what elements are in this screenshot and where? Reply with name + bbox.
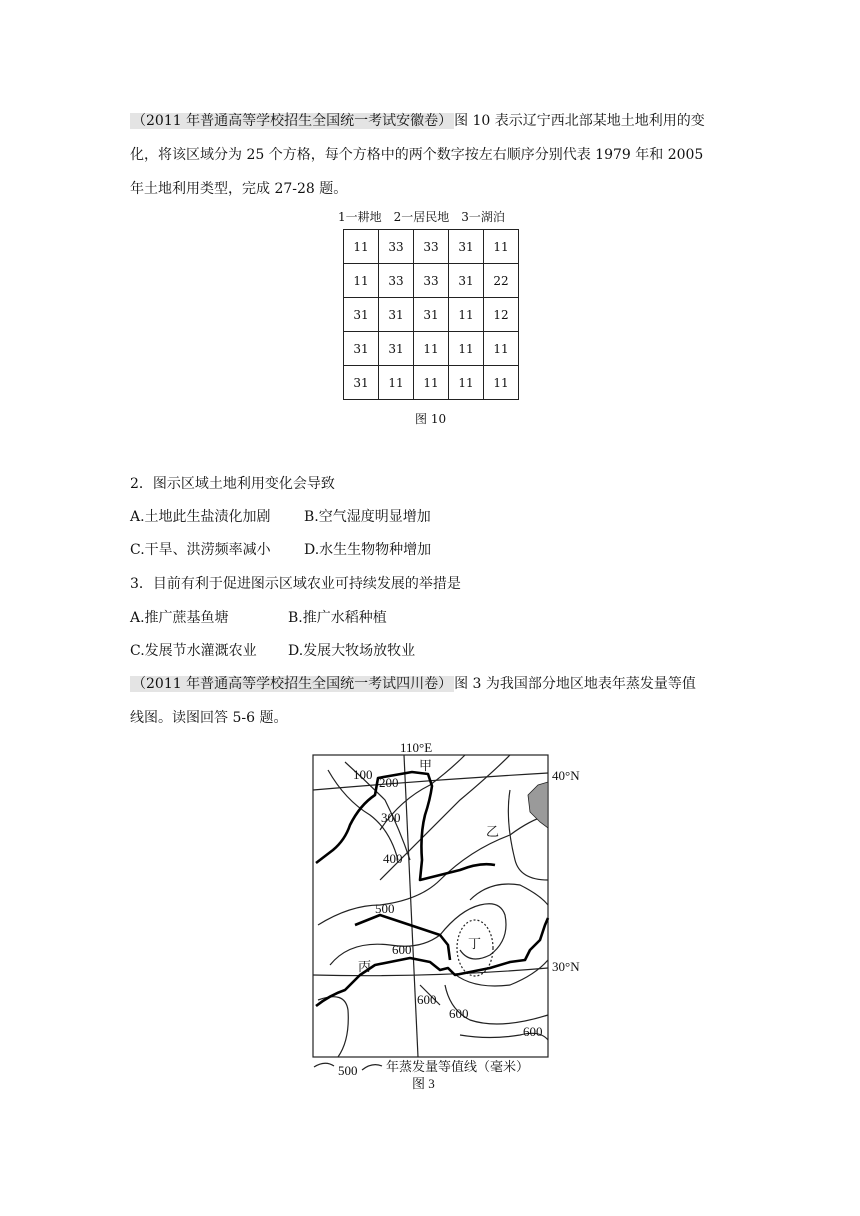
- question-2-option-b: B.空气湿度明显增加: [304, 509, 431, 525]
- intro-text: 图 3 为我国部分地区地表年蒸发量等值: [454, 676, 696, 692]
- grid-cell: 11: [344, 230, 379, 264]
- grid-row: [344, 230, 519, 264]
- place-label-jia: 甲: [419, 758, 433, 773]
- question-intro-line-4: [130, 674, 696, 694]
- grid-cell: 31: [379, 298, 414, 332]
- grid-cell: 11: [344, 264, 379, 298]
- grid-cell: 11: [449, 332, 484, 366]
- grid-cell: 22: [484, 264, 519, 298]
- question-3-option-a: A.推广蔗基鱼塘: [130, 610, 229, 626]
- question-intro-line-1: [130, 111, 705, 131]
- grid-cell: 11: [379, 366, 414, 400]
- legend-isoline-sample-right: [362, 1065, 382, 1070]
- grid-row: [344, 332, 519, 366]
- question-3-option-d: D.发展大牧场放牧业: [288, 643, 416, 659]
- meridian-label: 110°E: [400, 740, 433, 755]
- grid-cell: 11: [484, 332, 519, 366]
- legend-text: 年蒸发量等值线（毫米）: [386, 1059, 530, 1074]
- question-intro-line-2: 化，将该区域分为 25 个方格，每个方格中的两个数字按左右顺序分别代表 1979 年和 2005: [130, 147, 704, 163]
- grid-cell: 31: [344, 298, 379, 332]
- grid-cell: 33: [414, 230, 449, 264]
- legend-isoline-sample-left: [314, 1063, 334, 1067]
- evaporation-isoline-map: [300, 738, 620, 1098]
- isoline: [470, 884, 548, 905]
- question-2-option-a: A.土地此生盐渍化加剧: [130, 509, 271, 525]
- isoline-label: 500: [375, 901, 395, 916]
- grid-cell: 33: [414, 264, 449, 298]
- isoline-label: 600: [523, 1024, 543, 1039]
- question-2-option-c: C.干旱、洪涝频率减小: [130, 542, 271, 558]
- isoline-label: 200: [379, 775, 399, 790]
- legend-value: 500: [338, 1063, 358, 1078]
- grid-row: [344, 366, 519, 400]
- grid-cell: 31: [449, 230, 484, 264]
- grid-cell: 11: [414, 332, 449, 366]
- land-use-grid: [343, 229, 519, 400]
- lat-label-30n: 30°N: [552, 959, 580, 974]
- source-tag: （2011 年普通高等学校招生全国统一考试安徽卷）: [132, 113, 453, 129]
- intro-text: 图 10 表示辽宁西北部某地土地利用的变: [454, 113, 705, 129]
- parallel-30n: [313, 968, 548, 976]
- question-3-option-b: B.推广水稻种植: [288, 610, 387, 626]
- isoline-label: 100: [353, 767, 373, 782]
- question-3-stem: 3．目前有利于促进图示区域农业可持续发展的举措是: [130, 576, 461, 592]
- grid-cell: 11: [449, 366, 484, 400]
- place-label-yi: 乙: [486, 824, 500, 839]
- question-3-option-c: C.发展节水灌溉农业: [130, 643, 257, 659]
- question-intro-line-5: 线图。读图回答 5-6 题。: [130, 710, 288, 726]
- fig10-legend: 1一耕地 2一居民地 3一湖泊: [338, 210, 505, 224]
- isoline-label: 400: [383, 851, 403, 866]
- source-tag: （2011 年普通高等学校招生全国统一考试四川卷）: [132, 676, 453, 692]
- isoline-label: 600: [449, 1006, 469, 1021]
- grid-cell: 33: [379, 264, 414, 298]
- isoline: [318, 815, 548, 925]
- question-2-option-d: D.水生生物物种增加: [304, 542, 432, 558]
- grid-cell: 12: [484, 298, 519, 332]
- grid-cell: 31: [449, 264, 484, 298]
- isoline: [330, 904, 506, 965]
- grid-cell: 11: [484, 230, 519, 264]
- place-label-bing: 丙: [358, 959, 372, 974]
- grid-cell: 11: [484, 366, 519, 400]
- fig10-caption: 图 10: [415, 412, 447, 426]
- isoline-label: 600: [392, 942, 412, 957]
- question-2-stem: 2．图示区域土地利用变化会导致: [130, 476, 335, 492]
- grid-cell: 31: [344, 332, 379, 366]
- question-intro-line-3: 年土地利用类型，完成 27-28 题。: [130, 181, 348, 197]
- grid-row: [344, 264, 519, 298]
- isoline-label: 300: [381, 810, 401, 825]
- place-label-ding: 丁: [468, 936, 482, 951]
- grid-cell: 11: [449, 298, 484, 332]
- isoline: [318, 997, 348, 1057]
- grid-cell: 33: [379, 230, 414, 264]
- isoline-label: 600: [417, 992, 437, 1007]
- grid-cell: 31: [344, 366, 379, 400]
- grid-cell: 31: [414, 298, 449, 332]
- fig3-caption: 图 3: [412, 1076, 435, 1091]
- grid-row: [344, 298, 519, 332]
- grid-cell: 31: [379, 332, 414, 366]
- lat-label-40n: 40°N: [552, 768, 580, 783]
- grid-cell: 11: [414, 366, 449, 400]
